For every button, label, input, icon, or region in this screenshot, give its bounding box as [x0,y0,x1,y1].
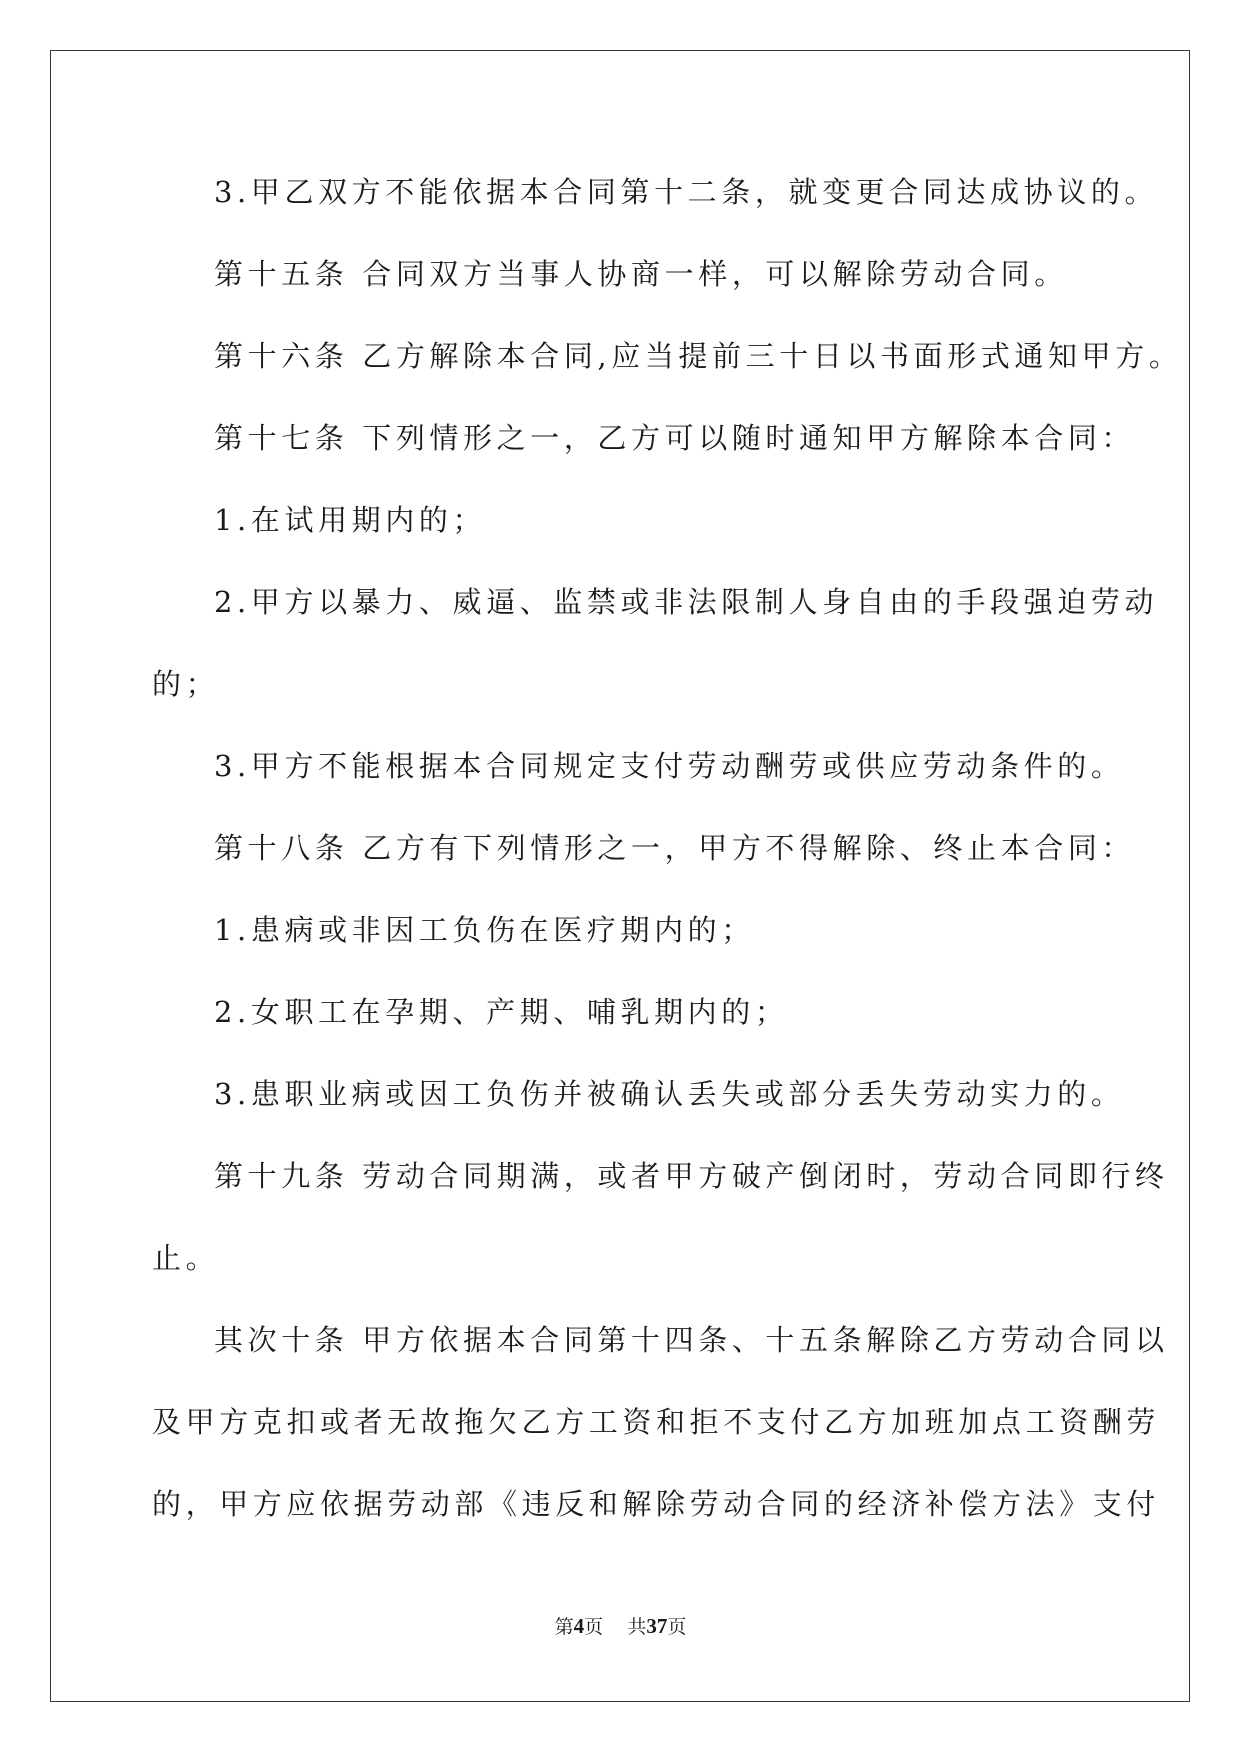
text-line: 及甲方克扣或者无故拖欠乙方工资和拒不支付乙方加班加点工资酬劳 [152,1405,1161,1439]
page-footer [0,1612,1241,1639]
text-line: 其次十条 甲方依据本合同第十四条、十五条解除乙方劳动合同以 [214,1323,1169,1357]
text-line: 3.甲乙双方不能依据本合同第十二条，就变更合同达成协议的。 [214,175,1159,209]
text-line: 第十九条 劳动合同期满，或者甲方破产倒闭时，劳动合同即行终 [214,1159,1169,1193]
text-line: 3.患职业病或因工负伤并被确认丢失或部分丢失劳动实力的。 [214,1077,1125,1111]
footer-total-suffix: 页 [667,1616,687,1638]
page-number: 4 [573,1614,585,1638]
text-line: 第十五条 合同双方当事人协商一样，可以解除劳动合同。 [214,257,1068,291]
text-line: 1.患病或非因工负伤在医疗期内的； [214,913,755,947]
footer-total-prefix: 共 [627,1616,647,1638]
text-line: 的； [152,667,220,701]
text-line: 1.在试用期内的； [214,503,487,537]
footer-page-suffix: 页 [584,1616,604,1638]
footer-prefix: 第 [554,1616,574,1638]
text-line: 2.女职工在孕期、产期、哺乳期内的； [214,995,789,1029]
total-pages: 37 [646,1614,668,1638]
text-line: 第十八条 乙方有下列情形之一，甲方不得解除、终止本合同： [214,831,1136,865]
text-line: 止。 [152,1241,220,1275]
text-line: 2.甲方以暴力、威逼、监禁或非法限制人身自由的手段强迫劳动 [214,585,1159,619]
text-line: 的，甲方应依据劳动部《违反和解除劳动合同的经济补偿方法》支付 [152,1487,1161,1521]
document-body [152,168,1183,1562]
text-line: 3.甲方不能根据本合同规定支付劳动酬劳或供应劳动条件的。 [214,749,1125,783]
text-line: 第十七条 下列情形之一，乙方可以随时通知甲方解除本合同： [214,421,1136,455]
text-line: 第十六条 乙方解除本合同,应当提前三十日以书面形式通知甲方。 [214,339,1183,373]
